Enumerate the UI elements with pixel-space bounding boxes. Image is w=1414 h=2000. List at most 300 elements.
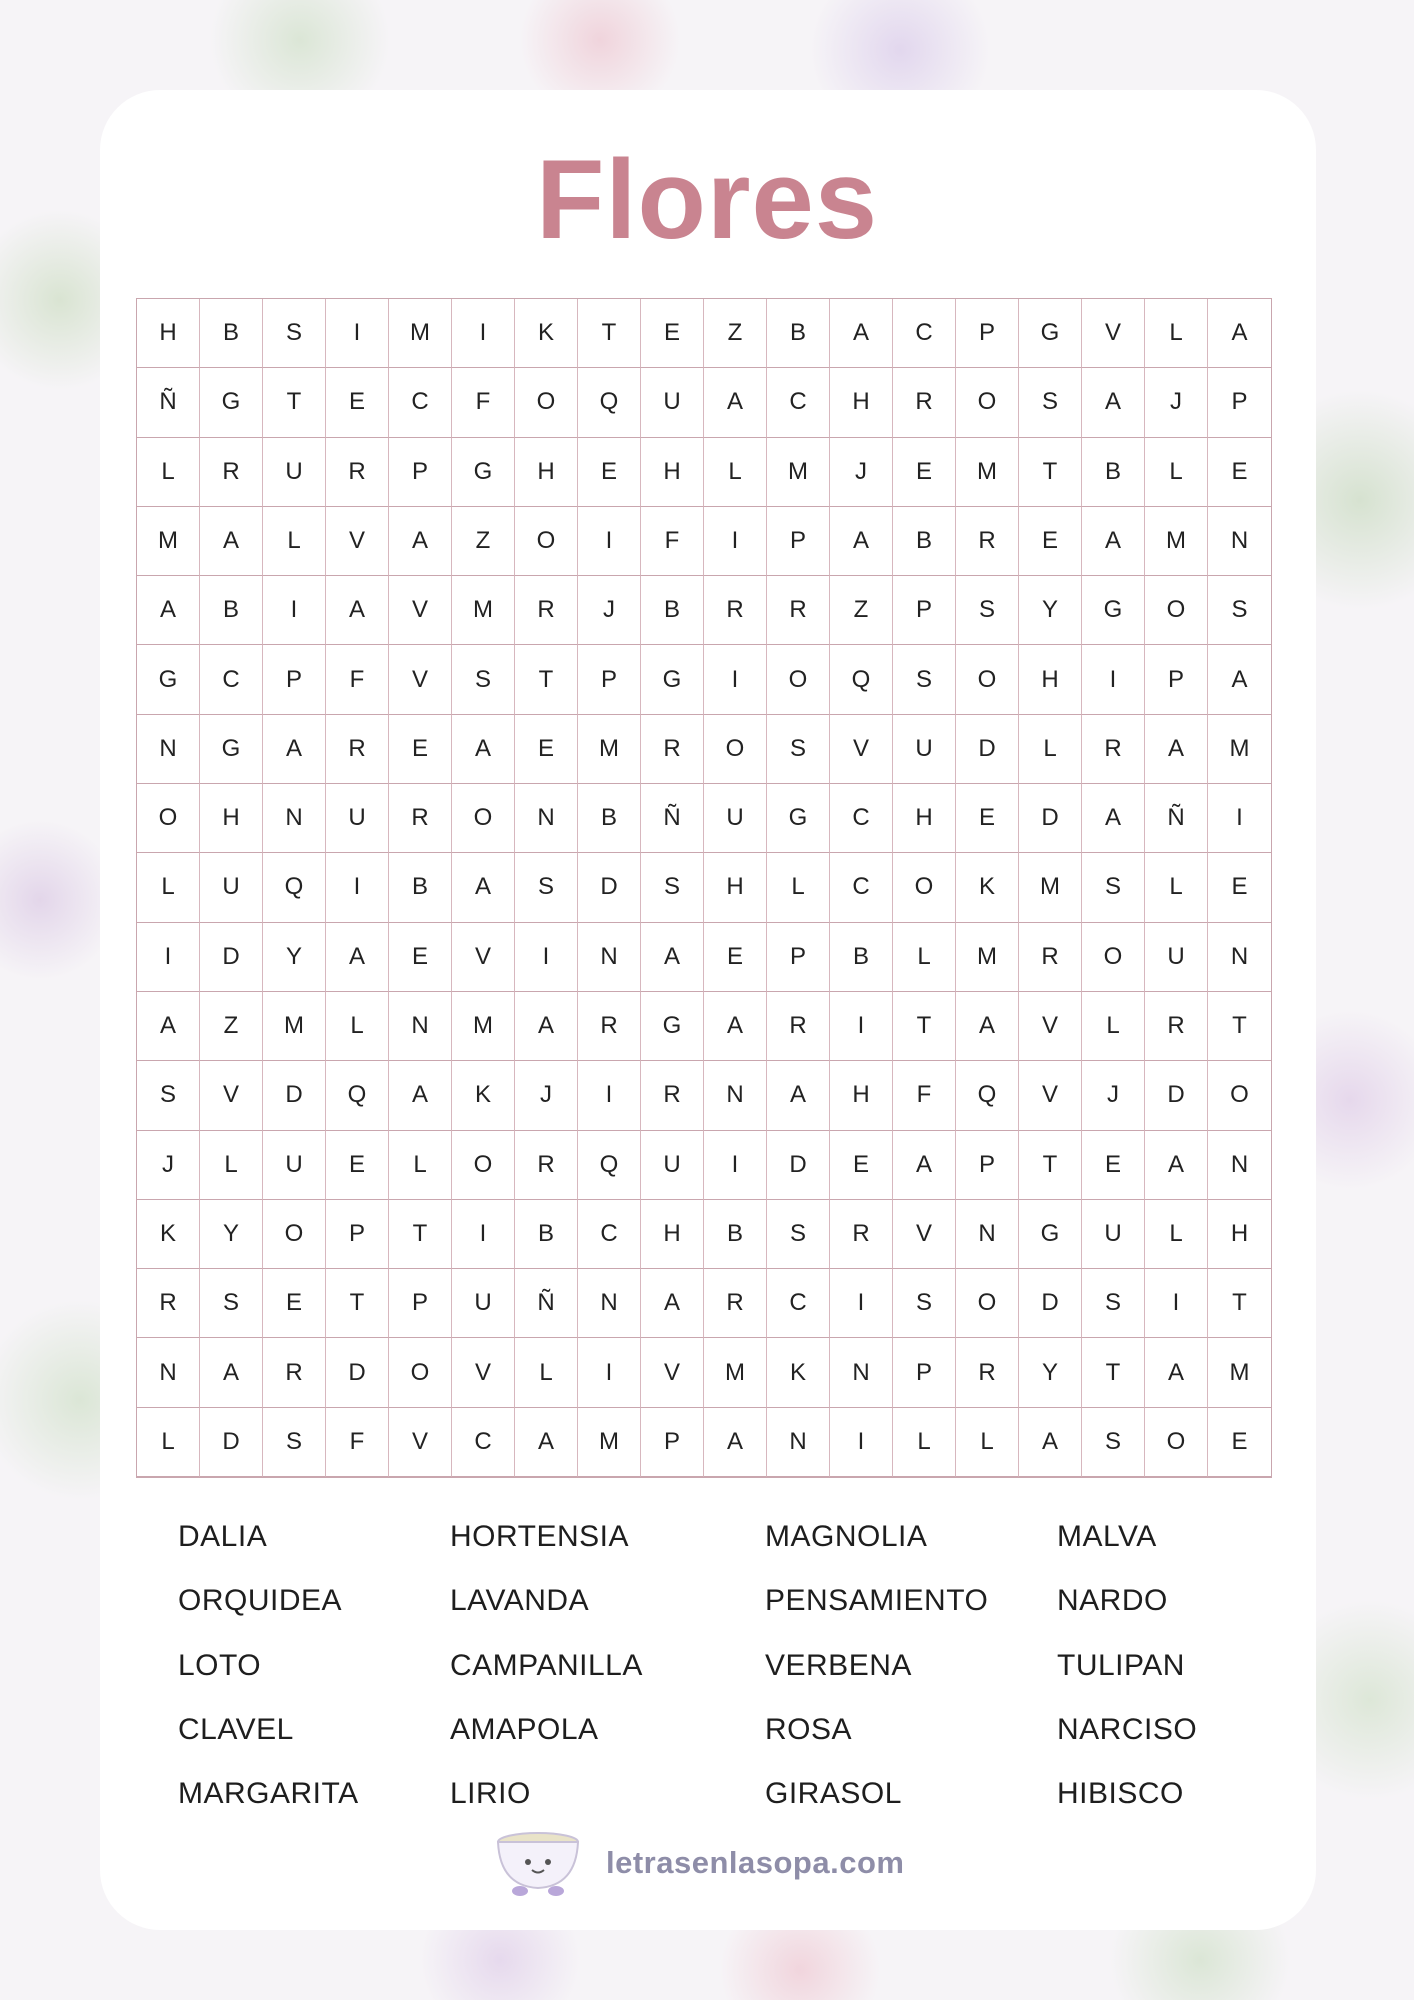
- grid-cell: R: [1019, 923, 1082, 992]
- grid-cell: F: [326, 645, 389, 714]
- grid-cell: Z: [452, 507, 515, 576]
- grid-cell: N: [1208, 923, 1271, 992]
- grid-cell: R: [515, 1131, 578, 1200]
- grid-cell: B: [515, 1200, 578, 1269]
- grid-cell: H: [1208, 1200, 1271, 1269]
- word-list-item: NARCISO: [1057, 1712, 1198, 1746]
- grid-cell: B: [830, 923, 893, 992]
- grid-cell: I: [1145, 1269, 1208, 1338]
- grid-cell: A: [1145, 1338, 1208, 1407]
- grid-cell: D: [263, 1061, 326, 1130]
- grid-cell: Q: [956, 1061, 1019, 1130]
- grid-cell: P: [578, 645, 641, 714]
- grid-cell: T: [893, 992, 956, 1061]
- grid-cell: O: [1208, 1061, 1271, 1130]
- grid-cell: V: [1019, 1061, 1082, 1130]
- grid-cell: C: [893, 299, 956, 368]
- grid-cell: N: [956, 1200, 1019, 1269]
- grid-cell: J: [137, 1131, 200, 1200]
- grid-cell: D: [200, 923, 263, 992]
- grid-cell: P: [1145, 645, 1208, 714]
- grid-cell: R: [389, 784, 452, 853]
- grid-cell: O: [515, 507, 578, 576]
- word-list-item: MAGNOLIA: [765, 1520, 928, 1553]
- grid-cell: R: [767, 576, 830, 645]
- grid-cell: L: [1082, 992, 1145, 1061]
- grid-cell: N: [1208, 1131, 1271, 1200]
- grid-cell: E: [1019, 507, 1082, 576]
- grid-cell: T: [1019, 1131, 1082, 1200]
- grid-cell: Ñ: [641, 784, 704, 853]
- grid-cell: A: [1019, 1408, 1082, 1477]
- grid-cell: P: [641, 1408, 704, 1477]
- grid-cell: P: [956, 1131, 1019, 1200]
- grid-cell: V: [389, 645, 452, 714]
- word-list-item: CAMPANILLA: [450, 1648, 643, 1682]
- grid-cell: L: [704, 438, 767, 507]
- word-list-item: DALIA: [178, 1520, 268, 1553]
- word-list-item: AMAPOLA: [450, 1712, 599, 1746]
- grid-cell: T: [326, 1269, 389, 1338]
- grid-cell: A: [200, 1338, 263, 1407]
- grid-cell: A: [452, 715, 515, 784]
- grid-cell: R: [515, 576, 578, 645]
- grid-cell: R: [956, 507, 1019, 576]
- grid-cell: O: [956, 645, 1019, 714]
- grid-cell: S: [767, 1200, 830, 1269]
- grid-cell: M: [452, 992, 515, 1061]
- grid-cell: I: [1208, 784, 1271, 853]
- grid-cell: S: [956, 576, 1019, 645]
- grid-cell: N: [578, 1269, 641, 1338]
- grid-cell: G: [641, 645, 704, 714]
- grid-cell: D: [1019, 784, 1082, 853]
- grid-cell: H: [200, 784, 263, 853]
- grid-cell: A: [767, 1061, 830, 1130]
- grid-cell: T: [1082, 1338, 1145, 1407]
- grid-cell: N: [578, 923, 641, 992]
- grid-cell: R: [578, 992, 641, 1061]
- grid-cell: O: [263, 1200, 326, 1269]
- grid-cell: F: [326, 1408, 389, 1477]
- grid-cell: U: [326, 784, 389, 853]
- grid-cell: V: [389, 1408, 452, 1477]
- grid-cell: B: [767, 299, 830, 368]
- grid-cell: E: [1082, 1131, 1145, 1200]
- grid-cell: R: [893, 368, 956, 437]
- site-url: letrasenlasopa.com: [606, 1845, 905, 1880]
- grid-cell: E: [1208, 438, 1271, 507]
- grid-cell: A: [1082, 784, 1145, 853]
- grid-cell: I: [578, 1338, 641, 1407]
- grid-cell: H: [137, 299, 200, 368]
- word-list-item: ROSA: [765, 1712, 853, 1746]
- grid-cell: G: [1019, 1200, 1082, 1269]
- grid-cell: U: [1145, 923, 1208, 992]
- grid-cell: Q: [263, 853, 326, 922]
- grid-cell: L: [137, 438, 200, 507]
- grid-cell: M: [137, 507, 200, 576]
- grid-cell: H: [641, 1200, 704, 1269]
- grid-cell: A: [263, 715, 326, 784]
- grid-cell: M: [263, 992, 326, 1061]
- grid-cell: A: [1082, 507, 1145, 576]
- grid-cell: I: [452, 1200, 515, 1269]
- grid-cell: A: [956, 992, 1019, 1061]
- grid-cell: E: [893, 438, 956, 507]
- grid-cell: A: [137, 576, 200, 645]
- grid-cell: S: [1082, 1408, 1145, 1477]
- grid-cell: C: [830, 784, 893, 853]
- grid-cell: A: [1208, 645, 1271, 714]
- grid-cell: Ñ: [137, 368, 200, 437]
- grid-cell: D: [578, 853, 641, 922]
- grid-cell: L: [389, 1131, 452, 1200]
- word-list-item: CLAVEL: [178, 1712, 294, 1746]
- grid-cell: K: [767, 1338, 830, 1407]
- grid-cell: R: [200, 438, 263, 507]
- grid-cell: J: [1082, 1061, 1145, 1130]
- grid-cell: R: [137, 1269, 200, 1338]
- grid-cell: U: [641, 1131, 704, 1200]
- grid-cell: U: [200, 853, 263, 922]
- grid-cell: V: [830, 715, 893, 784]
- grid-cell: T: [1208, 1269, 1271, 1338]
- grid-cell: G: [1019, 299, 1082, 368]
- grid-cell: A: [830, 507, 893, 576]
- grid-cell: P: [263, 645, 326, 714]
- grid-cell: L: [137, 853, 200, 922]
- grid-cell: B: [704, 1200, 767, 1269]
- grid-cell: I: [830, 1269, 893, 1338]
- word-list-item: ORQUIDEA: [178, 1584, 343, 1618]
- grid-cell: A: [1145, 715, 1208, 784]
- grid-cell: Q: [830, 645, 893, 714]
- grid-cell: M: [1019, 853, 1082, 922]
- grid-cell: S: [137, 1061, 200, 1130]
- grid-cell: Y: [263, 923, 326, 992]
- grid-cell: I: [326, 299, 389, 368]
- grid-cell: T: [578, 299, 641, 368]
- grid-cell: E: [515, 715, 578, 784]
- word-list-item: LOTO: [178, 1648, 262, 1682]
- grid-cell: R: [641, 715, 704, 784]
- grid-cell: Q: [326, 1061, 389, 1130]
- grid-cell: E: [263, 1269, 326, 1338]
- page-title: Flores: [535, 137, 879, 262]
- grid-cell: O: [1082, 923, 1145, 992]
- word-list-item: LIRIO: [450, 1777, 531, 1811]
- grid-cell: K: [956, 853, 1019, 922]
- grid-cell: D: [200, 1408, 263, 1477]
- grid-cell: C: [767, 368, 830, 437]
- grid-cell: Z: [830, 576, 893, 645]
- grid-cell: U: [893, 715, 956, 784]
- grid-cell: N: [704, 1061, 767, 1130]
- grid-cell: J: [515, 1061, 578, 1130]
- grid-cell: T: [1019, 438, 1082, 507]
- grid-cell: A: [1145, 1131, 1208, 1200]
- grid-cell: S: [1019, 368, 1082, 437]
- word-list-item: HIBISCO: [1057, 1777, 1184, 1811]
- grid-cell: M: [704, 1338, 767, 1407]
- grid-cell: H: [1019, 645, 1082, 714]
- grid-cell: Z: [200, 992, 263, 1061]
- grid-cell: F: [641, 507, 704, 576]
- grid-cell: S: [515, 853, 578, 922]
- grid-cell: U: [263, 438, 326, 507]
- grid-cell: L: [263, 507, 326, 576]
- grid-cell: O: [452, 784, 515, 853]
- grid-cell: C: [578, 1200, 641, 1269]
- grid-cell: A: [704, 368, 767, 437]
- grid-cell: E: [326, 368, 389, 437]
- grid-cell: H: [830, 368, 893, 437]
- word-list-item: VERBENA: [765, 1648, 912, 1682]
- grid-cell: T: [389, 1200, 452, 1269]
- grid-cell: A: [389, 1061, 452, 1130]
- grid-cell: A: [200, 507, 263, 576]
- grid-cell: R: [830, 1200, 893, 1269]
- grid-cell: K: [515, 299, 578, 368]
- grid-cell: H: [515, 438, 578, 507]
- grid-cell: A: [830, 299, 893, 368]
- grid-cell: I: [704, 1131, 767, 1200]
- grid-cell: K: [452, 1061, 515, 1130]
- grid-cell: S: [893, 645, 956, 714]
- grid-cell: U: [1082, 1200, 1145, 1269]
- word-list-item: TULIPAN: [1057, 1648, 1185, 1682]
- grid-cell: R: [704, 1269, 767, 1338]
- grid-cell: C: [452, 1408, 515, 1477]
- soup-bowl-logo-icon: [490, 1828, 586, 1898]
- grid-cell: V: [389, 576, 452, 645]
- grid-cell: S: [200, 1269, 263, 1338]
- grid-cell: A: [704, 1408, 767, 1477]
- grid-cell: S: [452, 645, 515, 714]
- grid-cell: D: [1145, 1061, 1208, 1130]
- grid-cell: Y: [1019, 1338, 1082, 1407]
- grid-cell: N: [830, 1338, 893, 1407]
- grid-cell: R: [326, 715, 389, 784]
- grid-cell: B: [641, 576, 704, 645]
- grid-cell: I: [578, 1061, 641, 1130]
- grid-cell: I: [704, 645, 767, 714]
- grid-cell: Ñ: [515, 1269, 578, 1338]
- word-list-item: HORTENSIA: [450, 1520, 629, 1553]
- grid-cell: U: [452, 1269, 515, 1338]
- grid-cell: B: [578, 784, 641, 853]
- grid-cell: L: [1145, 438, 1208, 507]
- grid-cell: V: [452, 923, 515, 992]
- grid-cell: E: [578, 438, 641, 507]
- grid-cell: O: [956, 368, 1019, 437]
- grid-cell: O: [1145, 1408, 1208, 1477]
- grid-cell: O: [956, 1269, 1019, 1338]
- grid-cell: M: [956, 438, 1019, 507]
- grid-cell: V: [641, 1338, 704, 1407]
- word-list: [178, 1520, 1278, 1841]
- grid-cell: R: [263, 1338, 326, 1407]
- grid-cell: U: [263, 1131, 326, 1200]
- grid-cell: E: [1208, 853, 1271, 922]
- grid-cell: M: [956, 923, 1019, 992]
- word-list-item: MARGARITA: [178, 1777, 359, 1811]
- grid-cell: H: [830, 1061, 893, 1130]
- grid-cell: O: [893, 853, 956, 922]
- grid-cell: T: [1208, 992, 1271, 1061]
- grid-cell: O: [389, 1338, 452, 1407]
- grid-cell: S: [767, 715, 830, 784]
- grid-cell: I: [704, 507, 767, 576]
- grid-cell: N: [137, 715, 200, 784]
- grid-cell: A: [704, 992, 767, 1061]
- grid-cell: C: [200, 645, 263, 714]
- grid-cell: O: [1145, 576, 1208, 645]
- grid-cell: M: [1145, 507, 1208, 576]
- grid-cell: N: [1208, 507, 1271, 576]
- grid-cell: I: [326, 853, 389, 922]
- grid-cell: R: [641, 1061, 704, 1130]
- grid-cell: M: [1208, 715, 1271, 784]
- grid-cell: H: [704, 853, 767, 922]
- word-list-item: LAVANDA: [450, 1584, 590, 1618]
- grid-cell: N: [389, 992, 452, 1061]
- grid-cell: E: [389, 923, 452, 992]
- grid-cell: U: [641, 368, 704, 437]
- grid-cell: T: [515, 645, 578, 714]
- grid-cell: V: [326, 507, 389, 576]
- grid-cell: A: [893, 1131, 956, 1200]
- grid-cell: C: [767, 1269, 830, 1338]
- grid-cell: S: [893, 1269, 956, 1338]
- grid-cell: A: [1082, 368, 1145, 437]
- grid-cell: P: [956, 299, 1019, 368]
- grid-cell: G: [641, 992, 704, 1061]
- grid-cell: P: [389, 1269, 452, 1338]
- grid-cell: B: [893, 507, 956, 576]
- grid-cell: E: [641, 299, 704, 368]
- grid-cell: I: [578, 507, 641, 576]
- grid-cell: H: [893, 784, 956, 853]
- grid-cell: D: [767, 1131, 830, 1200]
- grid-cell: A: [1208, 299, 1271, 368]
- grid-cell: D: [956, 715, 1019, 784]
- grid-cell: A: [326, 923, 389, 992]
- grid-cell: G: [452, 438, 515, 507]
- grid-cell: S: [1082, 1269, 1145, 1338]
- grid-cell: B: [200, 576, 263, 645]
- grid-cell: Ñ: [1145, 784, 1208, 853]
- grid-cell: V: [1082, 299, 1145, 368]
- grid-cell: N: [137, 1338, 200, 1407]
- grid-cell: P: [389, 438, 452, 507]
- word-list-item: PENSAMIENTO: [765, 1584, 989, 1618]
- grid-cell: P: [767, 923, 830, 992]
- grid-cell: G: [200, 715, 263, 784]
- word-list-item: NARDO: [1057, 1584, 1168, 1618]
- grid-cell: O: [767, 645, 830, 714]
- grid-cell: R: [1082, 715, 1145, 784]
- grid-cell: S: [263, 1408, 326, 1477]
- grid-cell: I: [830, 1408, 893, 1477]
- grid-cell: P: [767, 507, 830, 576]
- grid-cell: F: [893, 1061, 956, 1130]
- grid-cell: S: [1082, 853, 1145, 922]
- grid-cell: Y: [200, 1200, 263, 1269]
- grid-cell: C: [389, 368, 452, 437]
- grid-cell: M: [452, 576, 515, 645]
- grid-cell: R: [1145, 992, 1208, 1061]
- grid-cell: M: [767, 438, 830, 507]
- grid-cell: V: [200, 1061, 263, 1130]
- grid-cell: M: [578, 715, 641, 784]
- grid-cell: G: [767, 784, 830, 853]
- grid-cell: I: [263, 576, 326, 645]
- grid-cell: O: [137, 784, 200, 853]
- grid-cell: T: [263, 368, 326, 437]
- grid-cell: A: [515, 992, 578, 1061]
- grid-cell: E: [1208, 1408, 1271, 1477]
- grid-cell: R: [956, 1338, 1019, 1407]
- grid-cell: A: [641, 923, 704, 992]
- grid-cell: L: [326, 992, 389, 1061]
- grid-cell: V: [452, 1338, 515, 1407]
- grid-cell: A: [515, 1408, 578, 1477]
- grid-cell: J: [830, 438, 893, 507]
- grid-cell: G: [137, 645, 200, 714]
- grid-cell: P: [1208, 368, 1271, 437]
- grid-cell: E: [830, 1131, 893, 1200]
- grid-cell: M: [389, 299, 452, 368]
- grid-cell: M: [578, 1408, 641, 1477]
- grid-cell: I: [1082, 645, 1145, 714]
- grid-cell: V: [1019, 992, 1082, 1061]
- grid-cell: C: [830, 853, 893, 922]
- word-list-item: MALVA: [1057, 1520, 1157, 1553]
- grid-cell: L: [200, 1131, 263, 1200]
- grid-cell: R: [326, 438, 389, 507]
- grid-cell: L: [893, 923, 956, 992]
- grid-cell: J: [578, 576, 641, 645]
- grid-cell: L: [956, 1408, 1019, 1477]
- grid-cell: H: [641, 438, 704, 507]
- grid-cell: Y: [1019, 576, 1082, 645]
- grid-cell: N: [263, 784, 326, 853]
- grid-cell: Q: [578, 368, 641, 437]
- grid-cell: L: [1145, 1200, 1208, 1269]
- grid-cell: L: [1019, 715, 1082, 784]
- grid-cell: L: [515, 1338, 578, 1407]
- grid-cell: E: [389, 715, 452, 784]
- grid-cell: S: [263, 299, 326, 368]
- grid-cell: Q: [578, 1131, 641, 1200]
- grid-cell: K: [137, 1200, 200, 1269]
- grid-cell: O: [515, 368, 578, 437]
- grid-cell: D: [326, 1338, 389, 1407]
- grid-cell: N: [515, 784, 578, 853]
- footer: [490, 1828, 904, 1898]
- grid-cell: R: [767, 992, 830, 1061]
- grid-cell: V: [893, 1200, 956, 1269]
- grid-cell: E: [704, 923, 767, 992]
- grid-cell: J: [1145, 368, 1208, 437]
- grid-cell: G: [1082, 576, 1145, 645]
- word-list-item: GIRASOL: [765, 1777, 902, 1811]
- grid-cell: R: [704, 576, 767, 645]
- letter-grid: [136, 298, 1272, 1478]
- grid-cell: L: [1145, 853, 1208, 922]
